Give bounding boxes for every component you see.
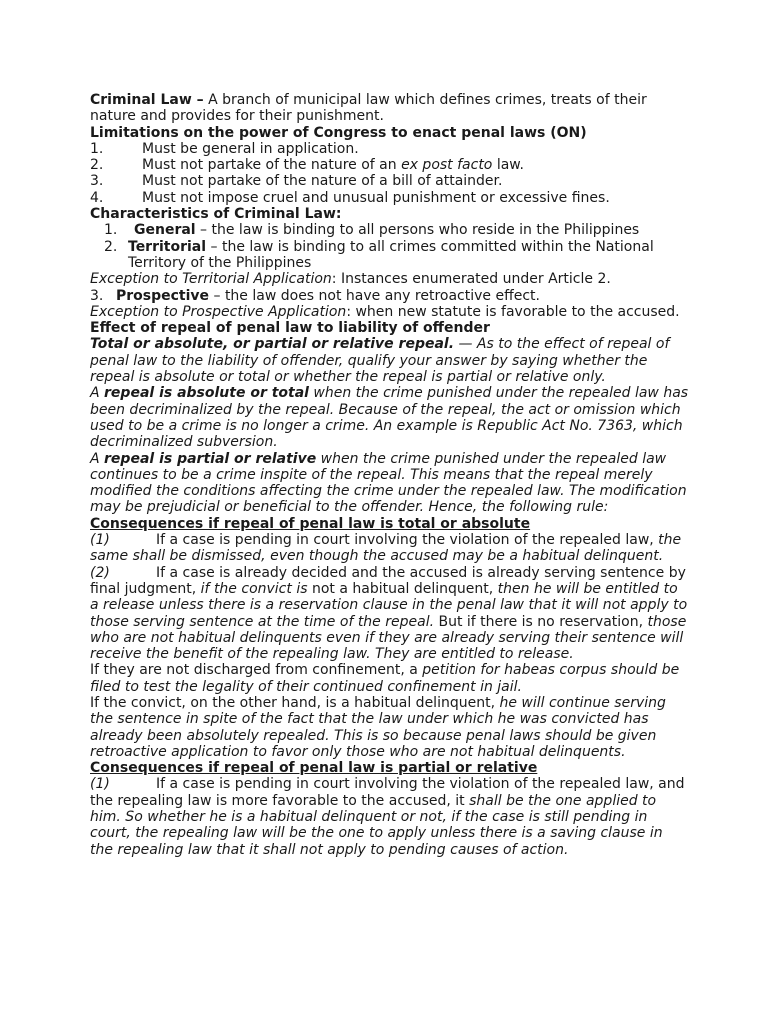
consequence-total-1: [90, 532, 690, 565]
exception-prospective: [90, 304, 690, 320]
limitation-text: Must not impose cruel and unusual punishment or excessive fines.: [142, 189, 610, 206]
limitation-number: 1.: [90, 140, 104, 157]
consequences-partial-heading: Consequences if repeal of penal law is partial or relative: [90, 760, 538, 777]
consequence-emphasis: those who are not habitual delinquents even if they are already serving their sentence will receive the benefit of the repealing law. They are entitled to release.: [90, 613, 687, 663]
exception-territorial-text: : Instances enumerated under Article 2.: [331, 271, 611, 288]
consequence-partial-1: [90, 776, 690, 857]
limitation-emphasis: ex post facto: [401, 157, 493, 174]
consequence-text: But if there is no reservation,: [434, 613, 648, 630]
limitation-number: 2.: [90, 157, 104, 174]
characteristic-term: Territorial: [128, 238, 207, 255]
limitation-text: Must not partake of the nature of an: [142, 157, 402, 174]
consequence-emphasis: then he will be entitled to a release unless there is a reservation clause in the penal law that it will not apply to those serving sentence at the time of the repeal.: [90, 580, 688, 630]
consequence-number: (2): [90, 564, 110, 581]
discharged-text: If they are not discharged from confinement, a: [90, 662, 423, 679]
absolute-repeal-paragraph: [90, 385, 690, 450]
exception-prospective-label: Exception to Prospective Application: [90, 303, 347, 320]
limitation-item: [90, 141, 690, 157]
consequences-total-heading: Consequences if repeal of penal law is total or absolute: [90, 515, 531, 532]
characteristic-number: 3.: [90, 287, 104, 304]
characteristic-term: Prospective: [116, 287, 210, 304]
consequence-emphasis: the same shall be dismissed, even though the accused may be a habitual delinquent.: [90, 532, 682, 565]
limitation-text: Must not partake of the nature of a bill of attainder.: [142, 173, 503, 190]
partial-repeal-paragraph: [90, 451, 690, 516]
consequence-text: If a case is pending in court involving the violation of the repealed law, and the repealing law is more favorable to the accused, it: [90, 776, 685, 809]
characteristic-text: – the law is binding to all persons who reside in the Philippines: [195, 222, 640, 239]
habitual-paragraph: [90, 695, 690, 760]
characteristic-text: – the law is binding to all crimes committed within the National Territory of the Philippines: [128, 238, 654, 271]
limitation-item: [90, 190, 690, 206]
consequence-emphasis: shall be the one applied to him. So whether he is a habitual delinquent or not, if the case is still pending in court, the repealing law will be the one to apply unless there is a saving clause in the repealing law that it shall not apply to pending causes of action.: [90, 792, 663, 858]
limitation-item: [90, 173, 690, 189]
characteristic-item: [90, 222, 690, 238]
habitual-text: If the convict, on the other hand, is a habitual delinquent,: [90, 694, 500, 711]
consequence-text: a habitual delinquent,: [334, 580, 498, 597]
characteristic-number: 2.: [104, 238, 118, 255]
limitation-text: Must be general in application.: [142, 140, 359, 157]
partial-repeal-text: when the crime punished under the repealed law continues to be a crime inspite of the repeal. This means that the repeal merely modified the conditions affecting the crime under the repealed law. The modification may be prejudicial or beneficial to the offender. Hence, the following rule:: [90, 450, 687, 516]
limitations-heading: Limitations on the power of Congress to enact penal laws (ON): [90, 124, 587, 141]
partial-repeal-term: repeal is partial or relative: [104, 450, 317, 467]
exception-territorial-label: Exception to Territorial Application: [90, 271, 332, 288]
limitation-text-end: law.: [492, 157, 524, 174]
consequence-total-2: [90, 565, 690, 663]
characteristic-item: [90, 239, 690, 272]
absolute-repeal-term: repeal is absolute or total: [104, 385, 309, 402]
effect-heading: Effect of repeal of penal law to liability of offender: [90, 320, 490, 337]
characteristics-heading: Characteristics of Criminal Law:: [90, 206, 342, 223]
consequence-number: (1): [90, 776, 110, 793]
limitation-item: [90, 157, 690, 173]
consequence-text: If a case is pending in court involving the violation of the repealed law,: [156, 532, 659, 549]
limitation-number: 3.: [90, 173, 104, 190]
partial-article: A: [90, 450, 105, 467]
limitation-number: 4.: [90, 189, 104, 206]
exception-prospective-text: : when new statute is favorable to the accused.: [346, 303, 680, 320]
characteristic-item: [90, 288, 690, 304]
absolute-repeal-text: when the crime punished under the repealed law has been decriminalized by the repeal. Because of the repeal, the act or omission which used to be a crime is no longer a crime. An example is Republic Act No. 7363, which decriminalized subversion.: [90, 385, 689, 451]
characteristics-list: [90, 222, 690, 271]
exception-territorial: [90, 271, 690, 287]
habitual-emphasis: he will continue serving the sentence in spite of the fact that the law under which he was convicted has already been absolutely repealed. This is so because penal laws should be given retroactive application to favor only those who are not habitual delinquents.: [90, 694, 666, 760]
consequence-emphasis: if the convict is: [200, 580, 312, 597]
criminal-law-definition: [90, 92, 690, 125]
total-partial-text: — As to the effect of repeal of penal law to the liability of offender, qualify your answer by saying whether the repeal is absolute or total or whether the repeal is partial or relative only.: [90, 336, 670, 386]
criminal-law-text: A branch of municipal law which defines crimes, treats of their nature and provides for their punishment.: [90, 92, 647, 125]
characteristic-text: – the law does not have any retroactive effect.: [209, 287, 540, 304]
total-partial-label: Total or absolute, or partial or relative repeal.: [90, 336, 455, 353]
limitations-list: [90, 141, 690, 206]
consequence-number: (1): [90, 532, 110, 549]
consequence-text: If a case is already decided and the accused is already serving sentence by final judgment,: [90, 564, 686, 597]
criminal-law-term: Criminal Law –: [90, 92, 204, 108]
characteristic-term: General: [134, 222, 196, 239]
characteristic-number: 1.: [104, 222, 118, 239]
discharged-paragraph: [90, 662, 690, 695]
discharged-emphasis: petition for habeas corpus should be filed to test the legality of their continued confinement in jail.: [90, 662, 680, 695]
total-partial-paragraph: [90, 336, 690, 385]
consequence-text: not: [311, 580, 335, 597]
absolute-article: A: [90, 385, 105, 402]
document-body: [90, 92, 690, 858]
